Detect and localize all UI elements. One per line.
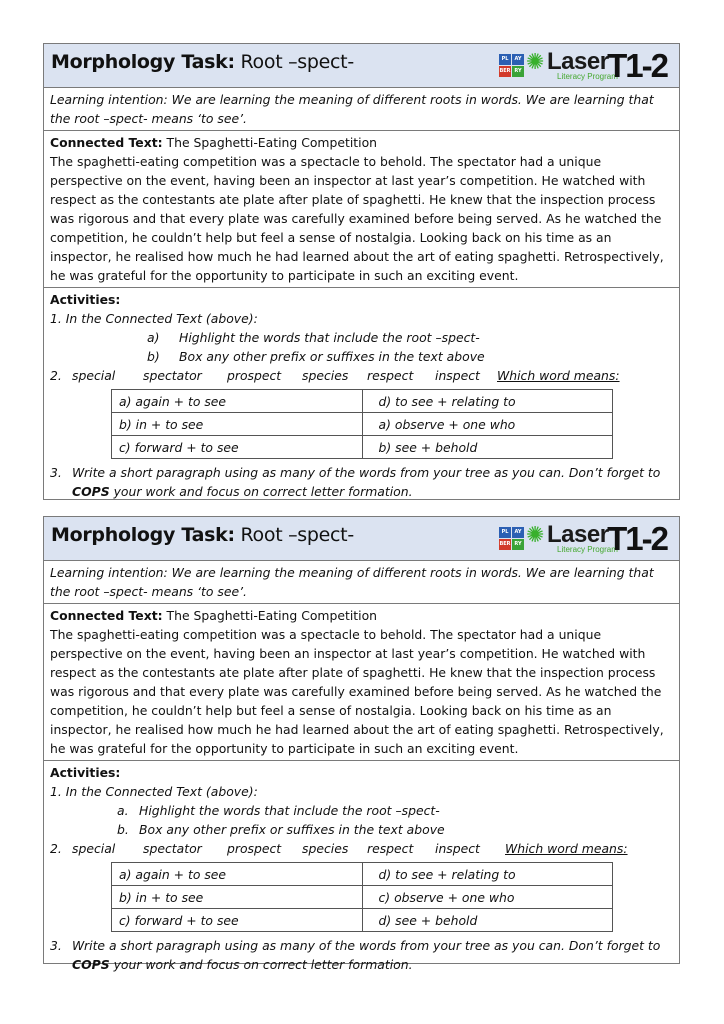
word: spectator: [143, 368, 202, 383]
word: inspect: [435, 841, 480, 856]
meaning-cell: a) again + to see: [112, 863, 363, 886]
connected-text-label: Connected Text:: [50, 608, 163, 623]
activity-3-text: Write a short paragraph using as many of the words from your tree as you can. Don’t forget to: [72, 938, 661, 953]
puzzle-piece: BER: [499, 539, 511, 550]
activity-2-word-list: [50, 839, 673, 858]
laser-star-icon: ✺: [526, 523, 545, 548]
puzzle-piece: RY: [512, 66, 524, 77]
meaning-cell: c) forward + to see: [112, 909, 363, 932]
learning-intention: Learning intention: We are learning the meaning of different roots in words. We are learning that the root –spect- means ‘to see’.: [44, 88, 679, 131]
meanings-table: [111, 389, 613, 459]
activity-3-number: 3.: [50, 465, 62, 480]
meaning-cell: b) see + behold: [362, 436, 613, 459]
meaning-cell: a) observe + one who: [362, 413, 613, 436]
activity-3: [50, 936, 673, 974]
connected-text-section: [44, 131, 679, 288]
connected-text-body: The spaghetti-eating competition was a spectacle to behold. The spectator had a unique perspective on the event, having been an inspector at last year’s competition. He watched with respect as the contestants ate plate after plate of spaghetti. He knew that the inspection process was rigorous and that every plate was carefully examined before being served. As he watched the competition, he couldn’t help but feel a sense of nostalgia. Looking back on his time as an inspector, he realised how much he had learned about the art of eating spaghetti. Retrospectively, he was grateful for the opportunity to participate in such an exciting event.: [50, 154, 664, 283]
laser-star-icon: ✺: [526, 50, 545, 75]
connected-text-section: [44, 604, 679, 761]
word: respect: [367, 841, 414, 856]
card-header: [44, 44, 679, 88]
activity-1-item: [50, 328, 673, 347]
which-word-means-prompt: Which word means:: [505, 841, 628, 856]
table-row: [112, 886, 613, 909]
item-text: Box any other prefix or suffixes in the text above: [139, 822, 445, 837]
activities-section: [44, 761, 679, 976]
connected-text-body: The spaghetti-eating competition was a spectacle to behold. The spectator had a unique perspective on the event, having been an inspector at last year’s competition. He watched with respect as the contestants ate plate after plate of spaghetti. He knew that the inspection process was rigorous and that every plate was carefully examined before being served. As he watched the competition, he couldn’t help but feel a sense of nostalgia. Looking back on his time as an inspector, he realised how much he had learned about the art of eating spaghetti. Retrospectively, he was grateful for the opportunity to participate in such an exciting event.: [50, 627, 664, 756]
logo-brand: Laser: [547, 48, 609, 75]
cops-keyword: COPS: [72, 484, 110, 499]
word: respect: [367, 368, 414, 383]
activity-1-item: [50, 801, 673, 820]
activity-1: 1. In the Connected Text (above):: [50, 311, 258, 326]
word: prospect: [227, 368, 282, 383]
worksheet-card: [43, 516, 680, 972]
puzzle-piece: PL: [499, 527, 511, 538]
activity-3-number: 3.: [50, 938, 62, 953]
item-marker: b.: [117, 822, 129, 837]
puzzle-piece: BER: [499, 66, 511, 77]
card-header: [44, 517, 679, 561]
connected-text-title: The Spaghetti-Eating Competition: [162, 608, 378, 623]
word: special: [72, 368, 116, 383]
worksheet-card: [43, 43, 680, 500]
connected-text-label: Connected Text:: [50, 135, 163, 150]
meaning-cell: c) observe + one who: [362, 886, 613, 909]
task-title-root: Root –spect-: [234, 51, 354, 73]
item-marker: a): [147, 330, 160, 345]
connected-text-heading: [50, 133, 673, 152]
puzzle-piece: AY: [512, 527, 524, 538]
item-marker: b): [147, 349, 160, 364]
activities-label: Activities:: [50, 292, 121, 307]
connected-text-title: The Spaghetti-Eating Competition: [162, 135, 378, 150]
activity-2-number: 2.: [50, 841, 62, 856]
meaning-cell: b) in + to see: [112, 413, 363, 436]
meaning-cell: d) to see + relating to: [362, 863, 613, 886]
table-row: [112, 390, 613, 413]
word: special: [72, 841, 116, 856]
table-row: [112, 436, 613, 459]
connected-text-heading: [50, 606, 673, 625]
puzzle-icon: [499, 527, 525, 551]
table-row: [112, 909, 613, 932]
word: inspect: [435, 368, 480, 383]
logo-tagline: Literacy Program: [557, 72, 618, 81]
puzzle-piece: RY: [512, 539, 524, 550]
level-code: T1-2: [607, 47, 667, 84]
task-title-label: Morphology Task:: [51, 524, 235, 546]
table-row: [112, 413, 613, 436]
task-title: [51, 51, 354, 73]
word: prospect: [227, 841, 282, 856]
laser-logo: [499, 47, 667, 84]
meaning-cell: d) to see + relating to: [362, 390, 613, 413]
level-code: T1-2: [607, 520, 667, 557]
activity-3: [50, 463, 673, 501]
activity-2-number: 2.: [50, 368, 62, 383]
learning-intention: Learning intention: We are learning the meaning of different roots in words. We are learning that the root –spect- means ‘to see’.: [44, 561, 679, 604]
task-title-root: Root –spect-: [234, 524, 354, 546]
meanings-table: [111, 862, 613, 932]
meaning-cell: d) see + behold: [362, 909, 613, 932]
activity-1: 1. In the Connected Text (above):: [50, 784, 258, 799]
activity-2-word-list: [50, 366, 673, 385]
item-text: Highlight the words that include the root –spect-: [179, 330, 480, 345]
puzzle-piece: AY: [512, 54, 524, 65]
logo-brand: Laser: [547, 521, 609, 548]
activities-section: [44, 288, 679, 503]
task-title-label: Morphology Task:: [51, 51, 235, 73]
item-text: Highlight the words that include the root –spect-: [139, 803, 440, 818]
puzzle-piece: PL: [499, 54, 511, 65]
word: spectator: [143, 841, 202, 856]
which-word-means-prompt: Which word means:: [497, 368, 620, 383]
word: species: [302, 368, 349, 383]
activity-3-rest: your work and focus on correct letter formation.: [109, 484, 413, 499]
cops-keyword: COPS: [72, 957, 110, 972]
task-title: [51, 524, 354, 546]
activity-1-item: [50, 820, 673, 839]
word: species: [302, 841, 349, 856]
item-marker: a.: [117, 803, 129, 818]
activity-1-item: [50, 347, 673, 366]
logo-tagline: Literacy Program: [557, 545, 618, 554]
table-row: [112, 863, 613, 886]
meaning-cell: a) again + to see: [112, 390, 363, 413]
meaning-cell: b) in + to see: [112, 886, 363, 909]
activity-3-rest: your work and focus on correct letter formation.: [109, 957, 413, 972]
item-text: Box any other prefix or suffixes in the text above: [179, 349, 485, 364]
activities-label: Activities:: [50, 765, 121, 780]
activity-3-text: Write a short paragraph using as many of the words from your tree as you can. Don’t forget to: [72, 465, 661, 480]
puzzle-icon: [499, 54, 525, 78]
meaning-cell: c) forward + to see: [112, 436, 363, 459]
laser-logo: [499, 520, 667, 557]
